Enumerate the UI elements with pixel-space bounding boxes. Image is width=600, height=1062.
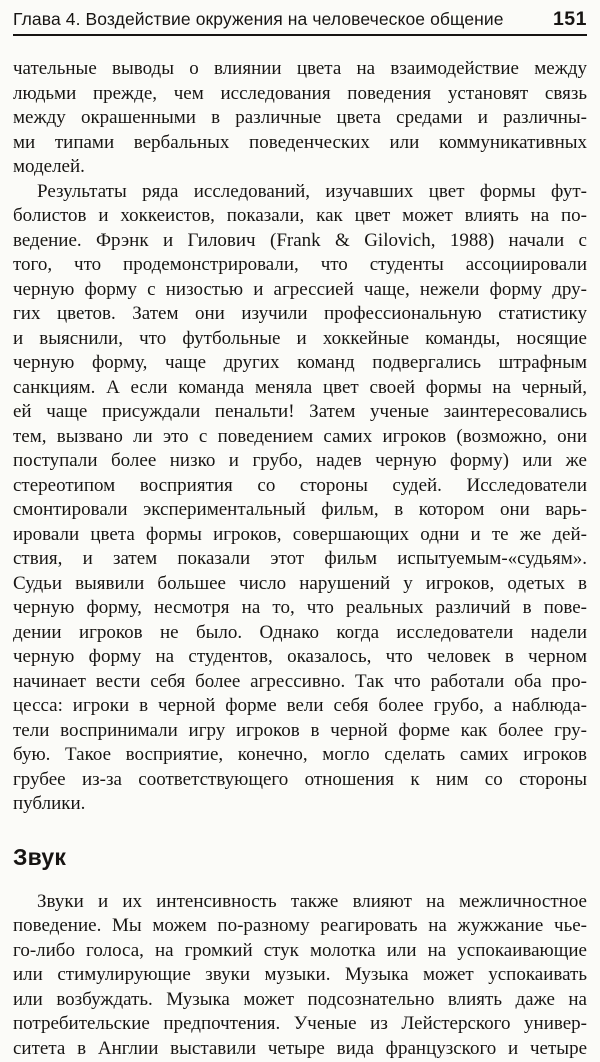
text-line: черную форму, чаще других команд подвергались штрафным <box>13 352 587 373</box>
text-line: ведение. Фрэнк и Гилович (Frank & Gilovich, 1988) начали с <box>13 229 587 251</box>
text-line: или возбуждать. Музыка может подсознательно влиять даже на <box>13 988 587 1010</box>
text-line: санкциям. А если команда меняла цвет своей формы на черный, <box>13 376 587 398</box>
text-line: чательные выводы о влиянии цвета на взаимодействие между <box>13 58 587 79</box>
text-line: тем, вызвано ли это с поведением самих игроков (возможно, они <box>13 425 587 447</box>
text-line: ми типами вербальных поведенческих или коммуникативных <box>13 131 587 153</box>
text-line: дении игроков не было. Однако когда исследователи надели <box>13 621 587 643</box>
paragraph-color-conclusions <box>13 57 587 180</box>
running-header <box>13 9 587 30</box>
text-line: смонтировали экспериментальный фильм, в котором они варь- <box>13 499 587 520</box>
text-line: людьми прежде, чем исследования поведения установят связь <box>13 82 587 104</box>
text-line: поведение. Мы можем по-разному реагировать на жужжание чье- <box>13 915 587 936</box>
text-line: между окрашенными в различные цвета средами и различны- <box>13 107 587 128</box>
text-line: и выяснили, что футбольные и хоккейные команды, носящие <box>13 327 587 349</box>
text-line: болистов и хоккеистов, показали, как цвет может влиять на по- <box>13 205 587 226</box>
text-line: начинает вести себя более агрессивно. Так что работали оба про- <box>13 670 587 692</box>
text-line: того, что продемонстрировали, что студенты ассоциировали <box>13 254 587 275</box>
section-heading-sound: Звук <box>13 843 67 870</box>
text-line: Звуки и их интенсивность также влияют на межличностное <box>37 890 587 912</box>
page-body <box>13 57 587 1061</box>
text-line: или стимулирующие звуки музыки. Музыка может успокаивать <box>13 964 587 985</box>
text-line: ствия, и затем показали этот фильм испытуемым-«судьям». <box>13 548 587 569</box>
text-line: моделей. <box>13 156 85 177</box>
chapter-title: Глава 4. Воздействие окружения на человеческое общение <box>13 9 504 29</box>
paragraph-uniform-study <box>13 180 587 817</box>
text-line: бую. Такое восприятие, конечно, могло сделать самих игроков <box>13 744 587 765</box>
text-line: черную форму с низостью и агрессией чаще, нежели форму дру- <box>13 278 587 300</box>
text-line: черную форму, несмотря на то, что реальных различий в пове- <box>13 597 587 618</box>
header-rule <box>13 34 587 36</box>
text-line: потребительские предпочтения. Ученые из Лейстерского универ- <box>13 1013 587 1034</box>
text-line: ировали цвета формы игроков, совершающих одни и те же дей- <box>13 523 587 545</box>
text-line: черную форму на студентов, оказалось, что человек в черном <box>13 646 587 667</box>
text-line: го-либо голоса, на громкий стук молотка или на успокаивающие <box>13 939 587 961</box>
text-line: Судьи выявили большее число нарушений у игроков, одетых в <box>13 572 587 594</box>
text-line: поступали более низко и грубо, надев черную форму) или же <box>13 450 587 471</box>
text-line: публики. <box>13 793 86 814</box>
text-line: цесса: игроки в черной форме вели себя более грубо, а наблюда- <box>13 695 587 716</box>
page-number: 151 <box>552 8 587 30</box>
text-line: грубее из-за соответствующего отношения к ним со стороны <box>13 768 587 790</box>
text-line: гих цветов. Затем они изучили профессиональную статистику <box>13 303 587 324</box>
paragraph-sound-intro <box>13 890 587 1062</box>
text-line: ситета в Англии выставили четыре вида французского и четыре <box>13 1037 587 1059</box>
text-line: стереотипом восприятия со стороны судей. Исследователи <box>13 474 587 496</box>
text-line: тели воспринимали игру игроков в черной форме как более гру- <box>13 719 587 741</box>
text-line: ей чаще присуждали пенальти! Затем ученые заинтересовались <box>13 401 587 422</box>
text-line: Результаты ряда исследований, изучавших цвет формы фут- <box>37 180 587 202</box>
